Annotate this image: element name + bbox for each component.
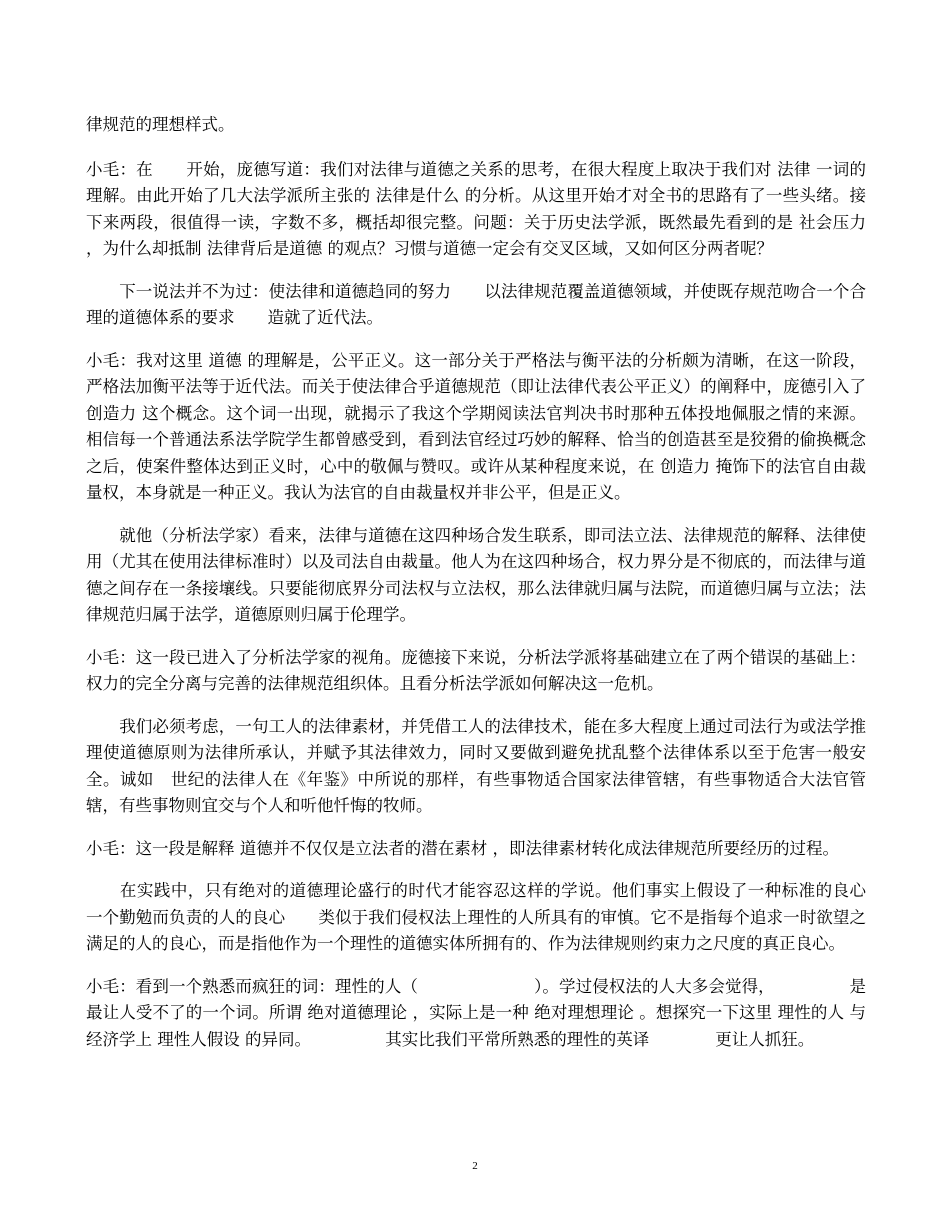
paragraph: 小毛：在 开始，庞德写道：我们对法律与道德之关系的思考，在很大程度上取决于我们对 法律 一词的理解。由此开始了几大法学派所主张的 法律是什么 的分析。从这里开始才对全书的思路有了一些头绪。接下来两段，很值得一读，字数不多，概括却很完整。问题：关于历史法学派，既然最先看到的是 社会压力 ，为什么却抵制 法律背后是道德 的观点？习惯与道德一定会有交叉区域，又如何区分两者呢？ (86, 159, 872, 258)
paragraph: 小毛：看到一个熟悉而疯狂的词：理性的人（ ）。学过侵权法的人大多会觉得， 是最让人受不了的一个词。所谓 绝对道德理论 ，实际上是一种 绝对理想理论 。想探究一下这里 理性的人 与经济学上 理性人假设 的异同。 其实比我们平常所熟悉的理性的英译 更让人抓狂。 (86, 976, 866, 1049)
document-body (86, 112, 899, 1069)
paragraph: 下一说法并不为过：使法律和道德趋同的努力 以法律规范覆盖道德领域，并使既存规范吻合一个合理的道德体系的要求 造就了近代法。 (86, 281, 866, 327)
paragraph: 律规范的理想样式。 (86, 115, 235, 134)
paragraph: 在实践中，只有绝对的道德理论盛行的时代才能容忍这样的学说。他们事实上假设了一种标准的良心 一个勤勉而负责的人的良心 类似于我们侵权法上理性的人所具有的审慎。它不是指每个追求一时欲望之满足的人的良心，而是指他作为一个理性的道德实体所拥有的、作为法律规则约束力之尺度的真正良心。 (86, 881, 899, 953)
paragraph: 就他（分析法学家）看来，法律与道德在这四种场合发生联系，即司法立法、法律规范的解释、法律使用（尤其在使用法律标准时）以及司法自由裁量。他人为在这四种场合，权力界分是不彻底的，而法律与道德之间存在一条接壤线。只要能彻底界分司法权与立法权，那么法律就归属与法院，而道德归属与立法；法律规范归属于法学，道德原则归属于伦理学。 (86, 525, 866, 624)
page-number: 2 (472, 1160, 478, 1172)
paragraph: 我们必须考虑，一句工人的法律素材，并凭借工人的法律技术，能在多大程度上通过司法行为或法学推理使道德原则为法律所承认，并赋予其法律效力，同时又要做到避免扰乱整个法律体系以至于危害一般安全。诚如 世纪的法律人在《年鉴》中所说的那样，有些事物适合国家法律管辖，有些事物适合大法官管辖，有些事物则宜交与个人和听他忏悔的牧师。 (86, 716, 866, 815)
paragraph: 小毛：我对这里 道德 的理解是，公平正义。这一部分关于严格法与衡平法的分析颇为清晰，在这一阶段，严格法加衡平法等于近代法。而关于使法律合乎道德规范（即让法律代表公平正义）的阐释中，庞德引入了 创造力 这个概念。这个词一出现，就揭示了我这个学期阅读法官判决书时那种五体投地佩服之情的来源。相信每一个普通法系法学院学生都曾感受到，看到法官经过巧妙的解释、恰当的创造甚至是狡猾的偷换概念之后，使案件整体达到正义时，心中的敬佩与赞叹。或许从某种程度来说，在 创造力 掩饰下的法官自由裁量权，本身就是一种正义。我认为法官的自由裁量权并非公平，但是正义。 (86, 350, 872, 502)
paragraph: 小毛：这一段已进入了分析法学家的视角。庞德接下来说，分析法学派将基础建立在了两个错误的基础上：权力的完全分离与完善的法律规范组织体。且看分析法学派如何解决这一危机。 (86, 647, 866, 693)
paragraph: 小毛：这一段是解释 道德并不仅仅是立法者的潜在素材 ，即法律素材转化成法律规范所要经历的过程。 (86, 838, 839, 858)
